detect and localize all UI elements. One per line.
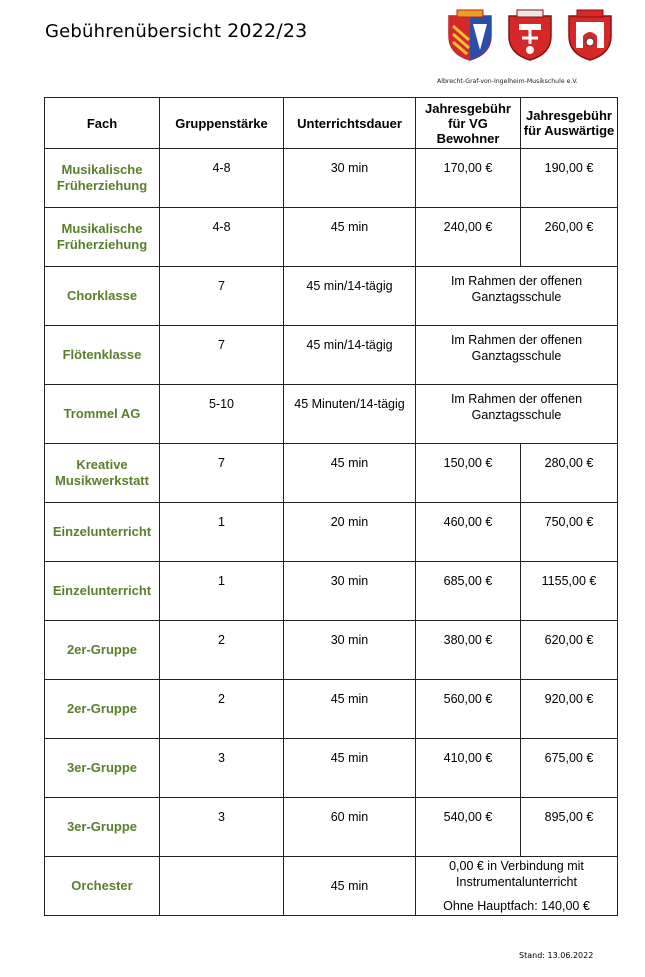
fach-line: 2er-Gruppe [66,642,138,657]
merged-line: Instrumentalunterricht [456,875,577,889]
auswaertige-fee-cell: 920,00 € [521,680,618,739]
header-vg-line: Bewohner [436,130,500,146]
dauer-cell: 45 min [284,857,416,916]
header-gruppenstaerke: Gruppenstärke [160,98,284,149]
dauer-cell: 45 Minuten/14-tägig [284,385,416,444]
dauer-cell: 45 min [284,739,416,798]
gruppe-cell: 7 [160,267,284,326]
fach-cell [45,739,160,798]
dauer-cell: 30 min [284,562,416,621]
vg-fee-cell: 685,00 € [416,562,521,621]
table-row [45,857,618,916]
dauer-cell: 45 min/14-tägig [284,326,416,385]
fach-line: Einzelunterricht [52,524,152,539]
fach-cell [45,208,160,267]
gruppe-cell: 2 [160,621,284,680]
fach-cell [45,326,160,385]
auswaertige-fee-cell: 190,00 € [521,149,618,208]
fach-line: Kreative [76,457,128,472]
vg-fee-cell: 540,00 € [416,798,521,857]
dauer-cell: 45 min [284,444,416,503]
table-row [45,621,618,680]
auswaertige-fee-cell: 260,00 € [521,208,618,267]
vg-fee-cell: 380,00 € [416,621,521,680]
header-vg-line: Jahresgebühr [425,100,511,116]
gruppe-cell [160,857,284,916]
gruppe-cell: 2 [160,680,284,739]
vg-fee-cell: 170,00 € [416,149,521,208]
fach-line: Früherziehung [56,178,148,193]
fach-line: Orchester [71,878,133,893]
merged-line: Ganztagsschule [471,290,562,304]
stand-date: Stand: 13.06.2022 [519,951,594,960]
auswaertige-fee-cell: 675,00 € [521,739,618,798]
gruppe-cell: 1 [160,503,284,562]
dauer-cell: 30 min [284,149,416,208]
merged-line: 0,00 € in Verbindung mit [449,859,584,873]
table-row [45,326,618,385]
fach-line: Musikalische [61,221,143,236]
auswaertige-fee-cell: 895,00 € [521,798,618,857]
merged-line: Ganztagsschule [471,408,562,422]
auswaertige-fee-cell: 750,00 € [521,503,618,562]
merged-line: Ohne Hauptfach: 140,00 € [443,899,590,913]
auswaertige-fee-cell: 620,00 € [521,621,618,680]
gruppe-cell: 5-10 [160,385,284,444]
fach-line: 3er-Gruppe [66,760,138,775]
table-row [45,267,618,326]
gruppe-cell: 3 [160,798,284,857]
header-ausw-line: für Auswärtige [523,123,615,138]
table-row [45,798,618,857]
fach-line: Musikwerkstatt [55,473,149,488]
title-text: Gebührenübersicht [45,21,222,42]
dauer-cell: 45 min/14-tägig [284,267,416,326]
fach-cell [45,798,160,857]
organization-name: Albrecht-Graf-von-Ingelheim-Musikschule e.V. [437,78,578,85]
merged-fee-cell [416,857,618,916]
gruppe-cell: 4-8 [160,149,284,208]
merged-fee-cell [416,267,618,326]
vg-fee-cell: 240,00 € [416,208,521,267]
coat-of-arms-gate-icon [569,10,611,60]
gruppe-cell: 7 [160,444,284,503]
merged-line: Im Rahmen der offenen [450,333,583,347]
gruppe-cell: 1 [160,562,284,621]
fach-cell [45,267,160,326]
merged-fee-cell [416,385,618,444]
merged-line: Im Rahmen der offenen [450,274,583,288]
coat-of-arms-striped-icon [449,10,491,60]
table-header-row [45,98,618,149]
fach-cell [45,680,160,739]
fach-line: Trommel AG [63,406,141,421]
fach-line: Früherziehung [56,237,148,252]
coat-of-arms-red-white-icon [509,10,551,60]
vg-fee-cell: 460,00 € [416,503,521,562]
vg-fee-cell: 560,00 € [416,680,521,739]
header-unterrichtsdauer: Unterrichtsdauer [284,98,416,149]
table-row [45,208,618,267]
table-row [45,562,618,621]
dauer-cell: 45 min [284,208,416,267]
merged-line: Im Rahmen der offenen [450,392,583,406]
merged-fee-cell [416,326,618,385]
fach-line: Musikalische [61,162,143,177]
title-year: 2022/23 [227,20,308,42]
dauer-cell: 20 min [284,503,416,562]
fach-cell [45,621,160,680]
dauer-cell: 60 min [284,798,416,857]
header-fach: Fach [45,98,160,149]
table-row [45,739,618,798]
fee-table [44,97,618,916]
header-auswaertige [521,98,618,149]
table-row [45,444,618,503]
table-row [45,385,618,444]
fach-cell [45,385,160,444]
auswaertige-fee-cell: 280,00 € [521,444,618,503]
fach-line: 2er-Gruppe [66,701,138,716]
dauer-cell: 30 min [284,621,416,680]
vg-fee-cell: 410,00 € [416,739,521,798]
fach-line: Flötenklasse [62,347,142,362]
dauer-cell: 45 min [284,680,416,739]
logos [443,8,623,62]
fach-line: Einzelunterricht [52,583,152,598]
header-ausw-line: Jahresgebühr [526,108,612,123]
fach-cell [45,857,160,916]
gruppe-cell: 4-8 [160,208,284,267]
vg-fee-cell: 150,00 € [416,444,521,503]
table-row [45,680,618,739]
merged-line: Ganztagsschule [471,349,562,363]
fach-line: Chorklasse [66,288,138,303]
fach-line: 3er-Gruppe [66,819,138,834]
gruppe-cell: 3 [160,739,284,798]
page-title [45,20,307,42]
table-row [45,503,618,562]
fach-cell [45,503,160,562]
table-row [45,149,618,208]
gruppe-cell: 7 [160,326,284,385]
fach-cell [45,149,160,208]
fach-cell [45,444,160,503]
fach-cell [45,562,160,621]
header-vg-line: für VG [448,115,488,131]
header-vg-bewohner [416,98,521,149]
auswaertige-fee-cell: 1155,00 € [521,562,618,621]
